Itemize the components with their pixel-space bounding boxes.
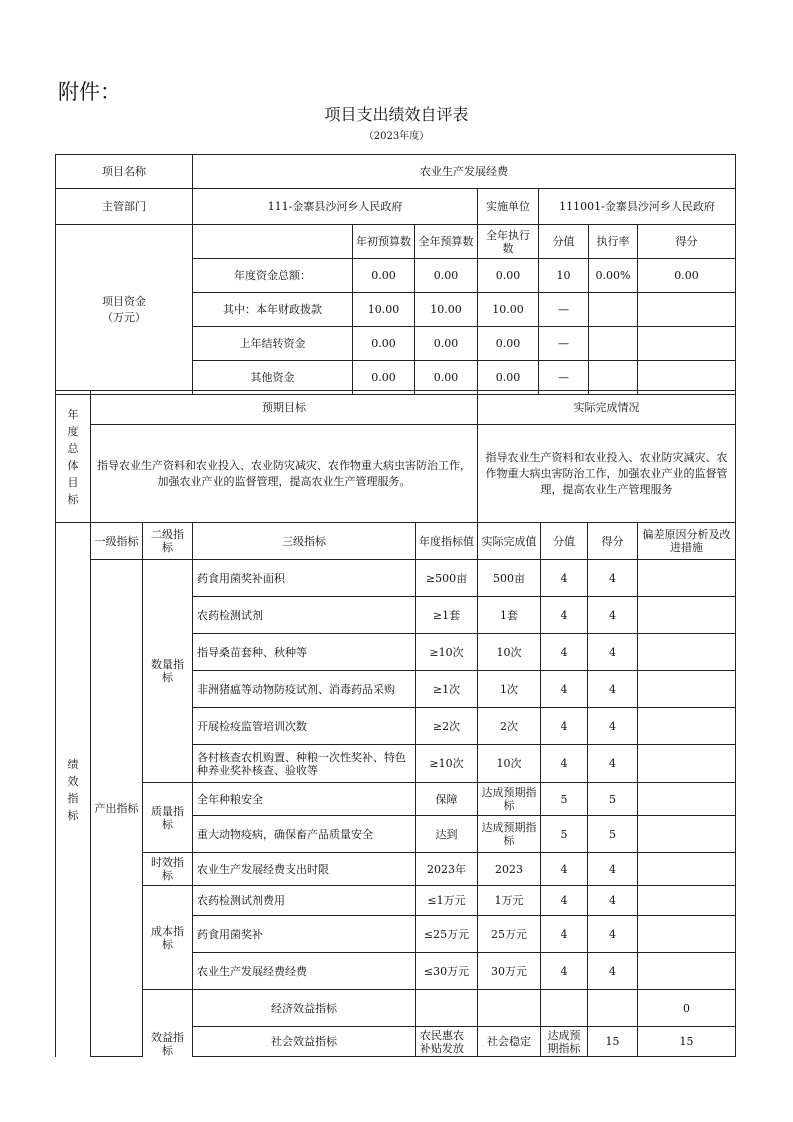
indicator-weight: 4: [541, 597, 588, 634]
indicator-name: 药食用菌奖补面积: [193, 560, 416, 597]
expected-goal-text: 指导农业生产资料和农业投入、农业防灾减灾、农作物重大病虫害防治工作，加强农业产业的监督管理，提高农业生产管理服务。: [91, 425, 478, 523]
funds-header: 执行率: [589, 225, 638, 259]
indicator-score: 5: [588, 816, 638, 853]
indicator-actual: 10次: [478, 745, 541, 783]
indicator-header: 三级指标: [193, 523, 416, 560]
indicator-name: 农业生产发展经费经费: [193, 953, 416, 990]
funds-header: 全年预算数: [415, 225, 478, 259]
funds-cell: —: [539, 327, 589, 361]
funds-cell: 0.00: [415, 361, 478, 395]
indicator-name: 各村核查农机购置、种粮一次性奖补、特色种养业奖补核查、验收等: [193, 745, 416, 783]
indicator-target: [478, 990, 541, 1027]
indicator-name: 农民惠农补贴发放: [416, 1027, 478, 1057]
indicator-target: ≥10次: [416, 745, 478, 783]
indicator-target: ≤30万元: [416, 953, 478, 990]
project-name: 农业生产发展经费: [193, 155, 736, 189]
indicator-header: 二级指标: [143, 523, 193, 560]
funds-cell: 0.00: [478, 327, 539, 361]
quantity-label: 数量指标: [143, 560, 193, 783]
funds-table: [55, 154, 736, 395]
indicator-score: 5: [588, 783, 638, 816]
quality-label: 质量指标: [143, 783, 193, 853]
funds-cell: 0.00%: [589, 259, 638, 293]
indicator-target: ≥500亩: [416, 560, 478, 597]
indicator-name: 全年种粮安全: [193, 783, 416, 816]
indicator-actual: [541, 990, 588, 1027]
indicator-target: ≥1次: [416, 671, 478, 708]
indicator-weight: 4: [541, 953, 588, 990]
indicator-header: 一级指标: [91, 523, 143, 560]
indicator-note: [638, 783, 736, 816]
funds-cell: 0.00: [478, 259, 539, 293]
cost-label: 成本指标: [143, 886, 193, 990]
funds-cell: 0.00: [638, 259, 736, 293]
funds-row-label: 年度资金总额：: [193, 259, 353, 293]
indicator-weight: 15: [588, 1027, 638, 1057]
indicator-weight: 4: [541, 745, 588, 783]
indicator-actual: 2次: [478, 708, 541, 745]
funds-header-blank: [193, 225, 353, 259]
indicator-weight: 4: [541, 560, 588, 597]
indicator-note: [638, 708, 736, 745]
indicators-table: [55, 522, 736, 1057]
indicator-actual: 达成预期指标: [541, 1027, 588, 1057]
indicator-actual: 1套: [478, 597, 541, 634]
indicator-note: [638, 816, 736, 853]
indicator-score: 4: [588, 634, 638, 671]
indicator-weight: 4: [541, 853, 588, 886]
indicator-target: ≤25万元: [416, 916, 478, 953]
indicator-score: 4: [588, 953, 638, 990]
indicator-actual: 500亩: [478, 560, 541, 597]
impl-value: 111001-金寨县沙河乡人民政府: [539, 189, 736, 225]
project-name-label: 项目名称: [56, 155, 193, 189]
funds-header: 分值: [539, 225, 589, 259]
indicator-score: 4: [588, 745, 638, 783]
funds-cell: 0.00: [478, 361, 539, 395]
indicator-target: 达到: [416, 816, 478, 853]
goals-label: [56, 391, 91, 523]
indicator-weight: 4: [541, 886, 588, 916]
attachment-label: 附件：: [58, 80, 121, 104]
funds-header: 年初预算数: [353, 225, 415, 259]
funds-cell: 10.00: [415, 293, 478, 327]
indicator-header: 年度指标值: [416, 523, 478, 560]
actual-result-header: 实际完成情况: [478, 391, 736, 425]
indicator-name: 药食用菌奖补: [193, 916, 416, 953]
social-label: 社会效益指标: [193, 1027, 416, 1057]
indicator-actual: 达成预期指标: [478, 783, 541, 816]
funds-row-label: 上年结转资金: [193, 327, 353, 361]
funds-cell: —: [539, 361, 589, 395]
indicator-weight: [588, 990, 638, 1027]
dept-label: 主管部门: [56, 189, 193, 225]
funds-cell: 0.00: [353, 361, 415, 395]
indicator-weight: 5: [541, 783, 588, 816]
indicator-target: ≤1万元: [416, 886, 478, 916]
actual-result-text: 指导农业生产资料和农业投入、农业防灾减灾、农作物重大病虫害防治工作，加强农业产业的监督管理，提高农业生产管理服务: [478, 425, 736, 523]
funds-cell: 0.00: [415, 327, 478, 361]
indicator-score: 4: [588, 886, 638, 916]
dept-value: 111-金寨县沙河乡人民政府: [193, 189, 478, 225]
indicator-actual: 达成预期指标: [478, 816, 541, 853]
funds-cell: 0.00: [353, 327, 415, 361]
indicator-weight: 4: [541, 916, 588, 953]
funds-row-label: 其他资金: [193, 361, 353, 395]
indicator-target: 社会稳定: [478, 1027, 541, 1057]
indicator-note: [638, 560, 736, 597]
indicator-target: ≥10次: [416, 634, 478, 671]
indicator-name: 农业生产发展经费支出时限: [193, 853, 416, 886]
indicator-note: [638, 597, 736, 634]
output-label: 产出指标: [91, 560, 143, 1057]
indicator-score: 4: [588, 560, 638, 597]
funds-header: 得分: [638, 225, 736, 259]
indicator-target: ≥1套: [416, 597, 478, 634]
indicator-header: 分值: [541, 523, 588, 560]
indicator-score: 4: [588, 916, 638, 953]
indicator-score: 4: [588, 708, 638, 745]
indicator-name: 重大动物疫病，确保畜产品质量安全: [193, 816, 416, 853]
timeliness-label: 时效指标: [143, 853, 193, 886]
page-title: 项目支出绩效自评表: [324, 105, 469, 124]
indicator-score: 4: [588, 597, 638, 634]
indicator-actual: 2023: [478, 853, 541, 886]
benefit-label: 效益指标: [143, 990, 193, 1057]
indicator-actual: 1次: [478, 671, 541, 708]
indicator-note: [638, 886, 736, 916]
indicator-target: 保障: [416, 783, 478, 816]
funds-cell: 10: [539, 259, 589, 293]
funds-cell: [638, 293, 736, 327]
indicator-target: 2023年: [416, 853, 478, 886]
indicator-header: 实际完成值: [478, 523, 541, 560]
perf-label-text: 绩效指标: [67, 757, 79, 822]
funds-cell: —: [539, 293, 589, 327]
indicator-header: 得分: [588, 523, 638, 560]
indicator-score: 4: [588, 853, 638, 886]
indicator-actual: 25万元: [478, 916, 541, 953]
indicator-score: 0: [638, 990, 736, 1027]
indicator-target: ≥2次: [416, 708, 478, 745]
indicator-name: 农药检测试剂费用: [193, 886, 416, 916]
indicator-actual: 10次: [478, 634, 541, 671]
indicator-note: [638, 634, 736, 671]
indicator-weight: 4: [541, 671, 588, 708]
goals-table: [55, 390, 736, 523]
funds-label: 项目资金 （万元）: [56, 225, 193, 395]
indicator-weight: 4: [541, 708, 588, 745]
funds-cell: 10.00: [353, 293, 415, 327]
indicator-header: 偏差原因分析及改进措施: [638, 523, 736, 560]
funds-header: 全年执行数: [478, 225, 539, 259]
funds-cell: [638, 327, 736, 361]
indicator-score: 15: [638, 1027, 736, 1057]
indicator-note: [638, 953, 736, 990]
indicator-note: [638, 853, 736, 886]
indicator-note: [638, 671, 736, 708]
indicator-name: 非洲猪瘟等动物防疫试剂、消毒药品采购: [193, 671, 416, 708]
indicator-name: 农药检测试剂: [193, 597, 416, 634]
indicator-name: [416, 990, 478, 1027]
indicator-score: 4: [588, 671, 638, 708]
impl-label: 实施单位: [478, 189, 539, 225]
funds-row-label: 其中：本年财政拨款: [193, 293, 353, 327]
funds-cell: [589, 327, 638, 361]
report-year: （2023年度）: [363, 131, 430, 142]
indicator-weight: 4: [541, 634, 588, 671]
indicator-note: [638, 916, 736, 953]
economic-label: 经济效益指标: [193, 990, 416, 1027]
funds-cell: 0.00: [353, 259, 415, 293]
funds-cell: 10.00: [478, 293, 539, 327]
indicator-weight: 5: [541, 816, 588, 853]
funds-cell: 0.00: [415, 259, 478, 293]
goals-label-text: 年度总体目标: [67, 407, 79, 506]
indicator-actual: 1万元: [478, 886, 541, 916]
indicator-actual: 30万元: [478, 953, 541, 990]
expected-goal-header: 预期目标: [91, 391, 478, 425]
perf-label: [56, 523, 91, 1057]
indicator-note: [638, 745, 736, 783]
funds-cell: [589, 293, 638, 327]
indicator-name: 指导桑苗套种、秋种等: [193, 634, 416, 671]
indicator-name: 开展检疫监管培训次数: [193, 708, 416, 745]
